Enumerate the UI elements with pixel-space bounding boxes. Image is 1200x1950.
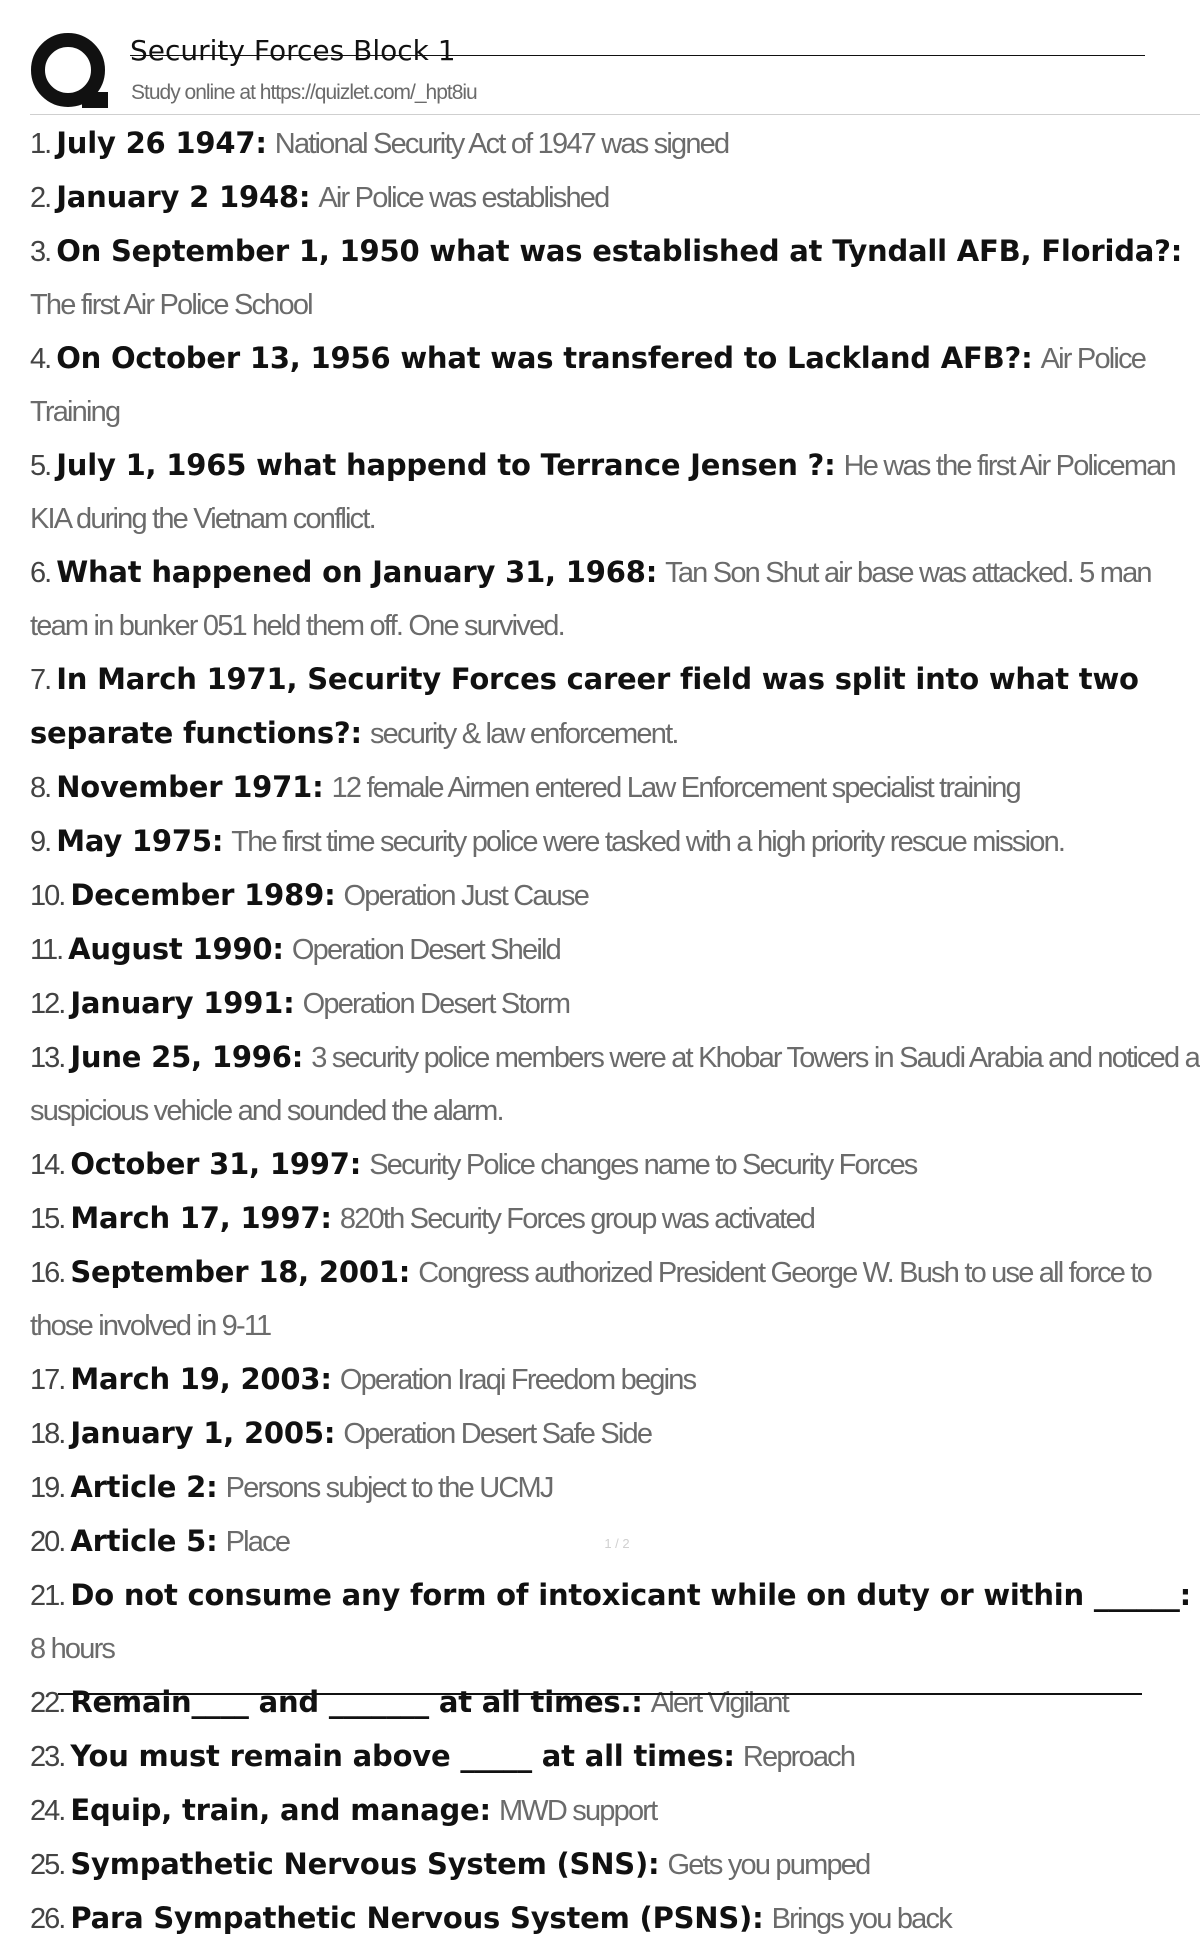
item-answer: National Security Act of 1947 was signed: [274, 128, 729, 160]
flashcard-item: [30, 121, 1200, 175]
item-question: Article 5:: [70, 1524, 218, 1558]
header-divider: [30, 114, 1200, 115]
flashcard-list: [30, 121, 1200, 1950]
flashcard-item: [30, 819, 1200, 873]
item-question: July 26 1947:: [56, 126, 267, 160]
flashcard-item: [30, 229, 1200, 336]
item-question: December 1989:: [70, 878, 336, 912]
item-answer: Persons subject to the UCMJ: [225, 1472, 553, 1504]
item-answer: Operation Iraqi Freedom begins: [339, 1364, 696, 1396]
flashcard-item: [30, 1196, 1200, 1250]
item-number: 25.: [30, 1849, 65, 1881]
item-question: January 1991:: [70, 986, 295, 1020]
item-question: Sympathetic Nervous System (SNS):: [70, 1847, 660, 1881]
item-number: 26.: [30, 1903, 65, 1935]
item-number: 21.: [30, 1580, 65, 1612]
document-header: [30, 28, 1200, 116]
item-number: 17.: [30, 1364, 65, 1396]
item-answer: Operation Just Cause: [343, 880, 589, 912]
item-number: 1.: [30, 128, 51, 160]
item-answer: Congress authorized President George W. Bush to use all force to those involved in 9-11: [30, 1257, 1151, 1342]
item-answer: Gets you pumped: [667, 1849, 870, 1881]
item-number: 24.: [30, 1795, 65, 1827]
item-answer: Alert Vigilant: [650, 1687, 788, 1719]
flashcard-item: [30, 1035, 1200, 1142]
title-rule: [130, 55, 1145, 56]
flashcard-item: [30, 550, 1200, 657]
item-answer: Operation Desert Safe Side: [343, 1418, 652, 1450]
item-number: 8.: [30, 772, 51, 804]
item-answer: The first Air Police School: [30, 289, 312, 321]
flashcard-item: [30, 1357, 1200, 1411]
flashcard-item: [30, 981, 1200, 1035]
flashcard-item: [30, 927, 1200, 981]
flashcard-item: [30, 336, 1200, 443]
flashcard-item: [30, 1680, 1200, 1734]
item-number: 14.: [30, 1149, 65, 1181]
item-number: 15.: [30, 1203, 65, 1235]
flashcard-item: [30, 1465, 1200, 1519]
item-number: 6.: [30, 557, 51, 589]
flashcard-item: [30, 1788, 1200, 1842]
item-answer: Air Police Training: [30, 343, 1146, 428]
item-answer: Brings you back: [771, 1903, 951, 1935]
item-question: Remain____ and _______ at all times.:: [70, 1685, 643, 1719]
item-question: January 2 1948:: [56, 180, 311, 214]
item-answer: Reproach: [742, 1741, 855, 1773]
item-question: Equip, train, and manage:: [70, 1793, 491, 1827]
item-answer: 8 hours: [30, 1633, 115, 1665]
item-number: 22.: [30, 1687, 65, 1719]
item-answer: 3 security police members were at Khobar Towers in Saudi Arabia and noticed a suspicious vehicle and sounded the alarm.: [30, 1042, 1199, 1127]
flashcard-item: [30, 443, 1200, 550]
item-question: On October 13, 1956 what was transfered to Lackland AFB?:: [56, 341, 1033, 375]
item-question: On September 1, 1950 what was established at Tyndall AFB, Florida?:: [56, 234, 1183, 268]
item-answer: Security Police changes name to Security Forces: [369, 1149, 917, 1181]
item-number: 4.: [30, 343, 51, 375]
item-question: In March 1971, Security Forces career field was split into what two separate functions?:: [30, 662, 1139, 750]
quizlet-logo-icon: [30, 32, 112, 114]
item-question: August 1990:: [68, 932, 284, 966]
flashcard-item: [30, 1411, 1200, 1465]
item-question: March 19, 2003:: [70, 1362, 332, 1396]
item-answer: 820th Security Forces group was activated: [339, 1203, 815, 1235]
flashcard-item: [30, 1896, 1200, 1950]
flashcard-item: [30, 657, 1200, 765]
item-answer: Operation Desert Sheild: [291, 934, 560, 966]
item-number: 20.: [30, 1526, 65, 1558]
document-title: Security Forces Block 1: [130, 34, 456, 67]
item-answer: The first time security police were tasked with a high priority rescue mission.: [231, 826, 1065, 858]
item-question: What happened on January 31, 1968:: [56, 555, 658, 589]
flashcard-item: [30, 873, 1200, 927]
item-number: 23.: [30, 1741, 65, 1773]
item-question: September 18, 2001:: [70, 1255, 411, 1289]
item-question: Article 2:: [70, 1470, 218, 1504]
study-link-text: Study online at https://quizlet.com/_hpt8iu: [131, 81, 477, 104]
item-question: July 1, 1965 what happend to Terrance Jensen ?:: [56, 448, 836, 482]
item-number: 2.: [30, 182, 51, 214]
item-number: 9.: [30, 826, 51, 858]
item-answer: 12 female Airmen entered Law Enforcement specialist training: [331, 772, 1020, 804]
item-number: 13.: [30, 1042, 65, 1074]
item-answer: Operation Desert Storm: [302, 988, 570, 1020]
footer-divider: [58, 1693, 1142, 1695]
item-question: You must remain above _____ at all times:: [70, 1739, 735, 1773]
item-number: 19.: [30, 1472, 65, 1504]
item-answer: Place: [225, 1526, 290, 1558]
item-question: March 17, 1997:: [70, 1201, 332, 1235]
item-question: January 1, 2005:: [70, 1416, 336, 1450]
item-number: 10.: [30, 880, 65, 912]
item-number: 11.: [30, 934, 63, 966]
flashcard-item: [30, 1142, 1200, 1196]
flashcard-item: [30, 765, 1200, 819]
item-question: June 25, 1996:: [70, 1040, 304, 1074]
item-question: Do not consume any form of intoxicant while on duty or within ______:: [70, 1578, 1192, 1612]
item-answer: security & law enforcement.: [369, 718, 678, 750]
item-number: 16.: [30, 1257, 65, 1289]
flashcard-item: [30, 1734, 1200, 1788]
item-question: Para Sympathetic Nervous System (PSNS):: [70, 1901, 764, 1935]
page-number: 1 / 2: [604, 1536, 630, 1551]
item-answer: He was the first Air Policeman KIA during the Vietnam conflict.: [30, 450, 1175, 535]
item-number: 3.: [30, 236, 51, 268]
flashcard-item: [30, 1842, 1200, 1896]
item-answer: Air Police was established: [318, 182, 609, 214]
item-answer: MWD support: [498, 1795, 657, 1827]
item-number: 5.: [30, 450, 51, 482]
flashcard-item: [30, 1250, 1200, 1357]
item-question: November 1971:: [56, 770, 324, 804]
item-question: October 31, 1997:: [70, 1147, 362, 1181]
flashcard-item: [30, 175, 1200, 229]
item-number: 18.: [30, 1418, 65, 1450]
item-answer: Tan Son Shut air base was attacked. 5 man team in bunker 051 held them off. One survived.: [30, 557, 1151, 642]
item-number: 12.: [30, 988, 65, 1020]
item-number: 7.: [30, 664, 51, 696]
flashcard-item: [30, 1573, 1200, 1680]
item-question: May 1975:: [56, 824, 224, 858]
